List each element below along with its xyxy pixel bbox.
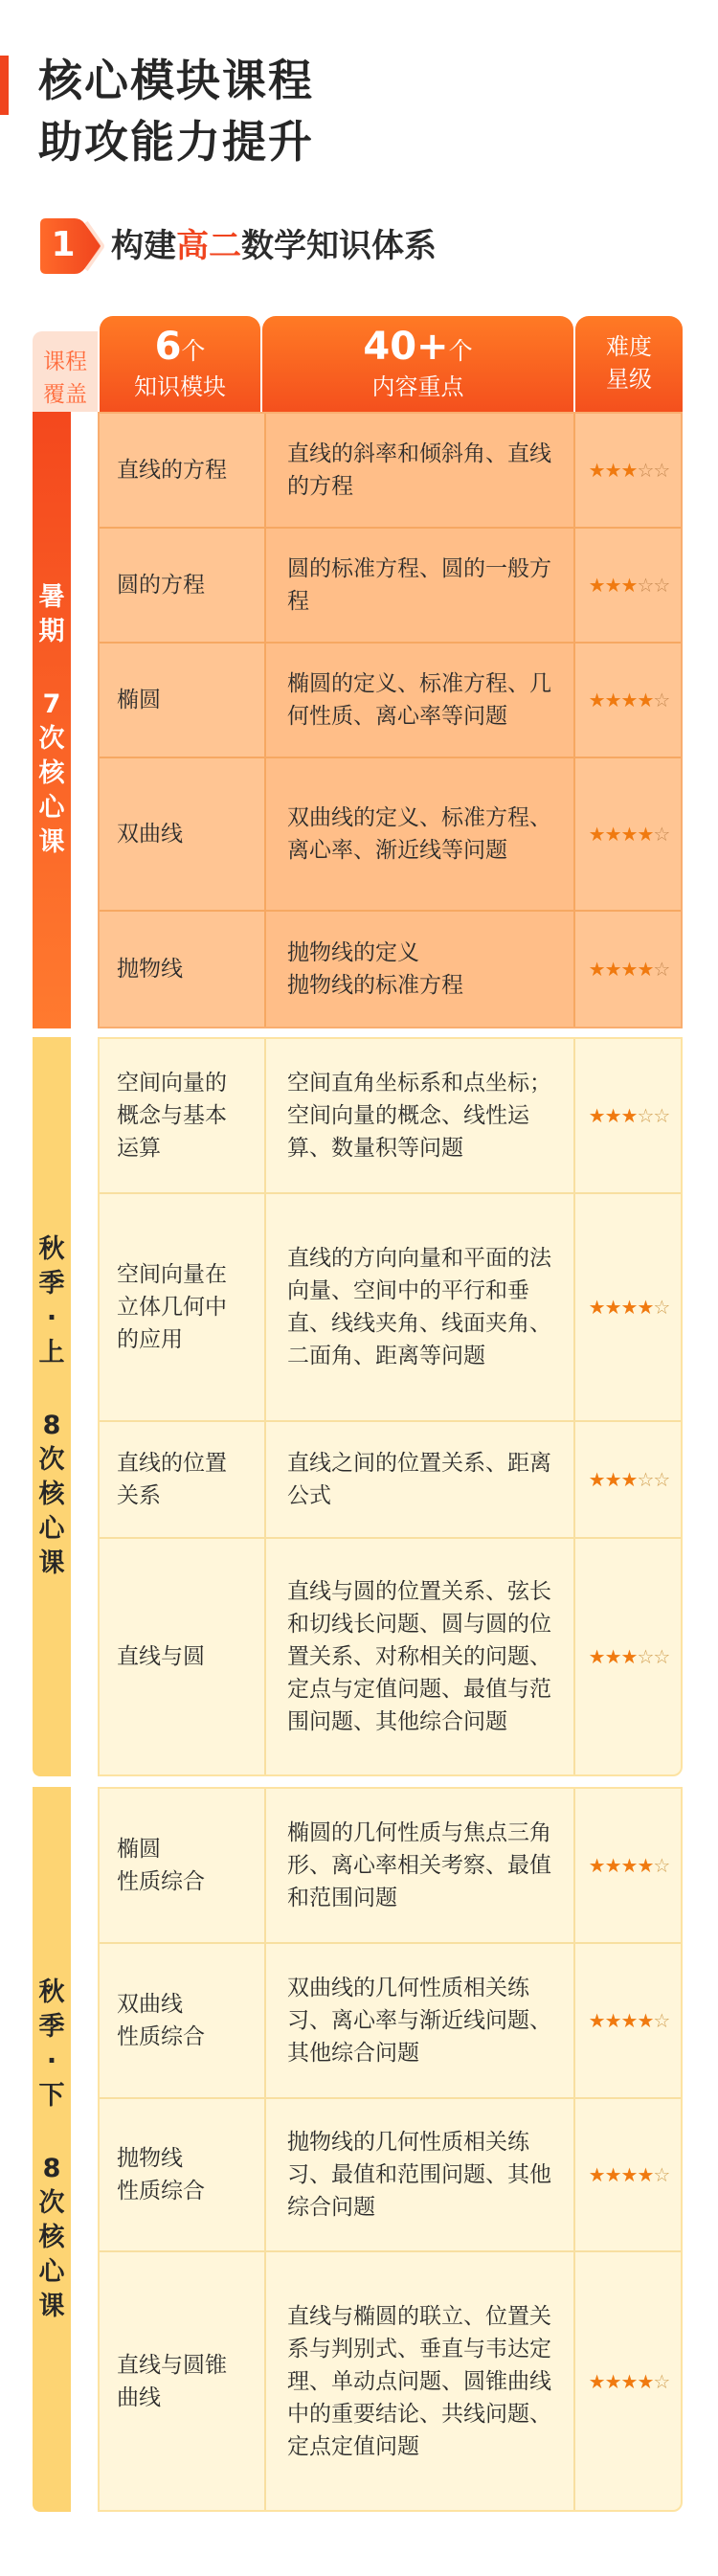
star-filled-icon: ★ (604, 1104, 621, 1127)
star-filled-icon: ★ (588, 689, 605, 712)
module-name (100, 414, 262, 527)
star-rating (589, 2004, 670, 2037)
module-name (100, 1422, 262, 1537)
key-points-text: 抛物线的定义 抛物线的标准方程 (287, 940, 463, 998)
key-points-text: 直线与椭圆的联立、位置关系与判别式、垂直与韦达定理、单动点问题、圆锥曲线中的重要结论、共线问题、定点定值问题 (287, 2303, 551, 2459)
points-count: 40+ (363, 325, 449, 369)
header-key-points (262, 316, 573, 412)
star-filled-icon: ★ (604, 1854, 621, 1877)
key-points-text: 直线之间的位置关系、距离公式 (287, 1451, 551, 1508)
star-filled-icon: ★ (620, 574, 638, 597)
module-name (100, 1539, 262, 1774)
star-rating (589, 684, 670, 716)
module-name-text: 椭圆 性质综合 (117, 1837, 205, 1894)
page-title (38, 50, 314, 172)
semester-count-char: 课 (38, 1548, 65, 1578)
star-filled-icon: ★ (637, 2369, 654, 2393)
star-filled-icon: ★ (620, 958, 638, 981)
header-knowledge-modules (100, 316, 260, 412)
table-row (100, 758, 681, 912)
star-filled-icon: ★ (588, 1104, 605, 1127)
star-filled-icon: ★ (620, 1645, 638, 1668)
module-name (100, 758, 262, 910)
key-points (264, 1422, 575, 1537)
star-rating (589, 818, 670, 850)
module-name (100, 1194, 262, 1420)
star-empty-icon: ☆ (637, 1645, 654, 1668)
key-points (264, 414, 575, 527)
points-unit: 个 (448, 337, 473, 365)
module-name-text: 椭圆 (117, 688, 161, 712)
key-points (264, 644, 575, 757)
semester-count-char: 7 (42, 689, 61, 719)
table-row (100, 1539, 681, 1774)
semester-count-char: 核 (38, 758, 65, 788)
step-number: 1 (51, 225, 76, 264)
step-text-suffix: 数学知识体系 (241, 227, 437, 265)
module-name-text: 抛物线 (117, 957, 183, 982)
star-empty-icon: ☆ (653, 1854, 670, 1877)
table-row (100, 1422, 681, 1539)
table-row (100, 1194, 681, 1422)
semester-table (98, 412, 683, 1028)
star-rating (589, 1849, 670, 1882)
difficulty-stars (575, 2099, 683, 2250)
title-line-2: 助攻能力提升 (38, 116, 314, 168)
star-rating (589, 1099, 670, 1132)
difficulty-stars (575, 1944, 683, 2097)
semester-table (98, 1037, 683, 1776)
star-filled-icon: ★ (588, 459, 605, 482)
star-filled-icon: ★ (620, 2009, 638, 2032)
module-name-text: 直线的位置关系 (117, 1451, 227, 1508)
key-points (264, 1194, 575, 1420)
coverage-line-2: 覆盖 (43, 382, 87, 407)
star-empty-icon: ☆ (637, 574, 654, 597)
difficulty-stars (575, 758, 683, 910)
star-filled-icon: ★ (604, 2163, 621, 2186)
star-filled-icon: ★ (588, 958, 605, 981)
difficulty-stars (575, 1039, 683, 1192)
module-name (100, 1789, 262, 1942)
star-filled-icon: ★ (588, 823, 605, 846)
semester-name-char: · (46, 1303, 57, 1333)
star-filled-icon: ★ (588, 2163, 605, 2186)
semester-count-char: 心 (38, 793, 65, 823)
module-name-text: 圆的方程 (117, 573, 205, 598)
star-rating (589, 1291, 670, 1323)
step-text-highlight: 高二 (176, 227, 241, 265)
module-name (100, 2252, 262, 2510)
star-empty-icon: ☆ (653, 2009, 670, 2032)
star-filled-icon: ★ (620, 823, 638, 846)
star-filled-icon: ★ (604, 1468, 621, 1491)
semester-label (33, 1037, 71, 1776)
star-empty-icon: ☆ (653, 574, 670, 597)
difficulty-stars (575, 529, 683, 642)
module-name-text: 空间向量的概念与基本运算 (117, 1071, 227, 1161)
star-filled-icon: ★ (620, 1104, 638, 1127)
star-filled-icon: ★ (620, 2163, 638, 2186)
star-filled-icon: ★ (637, 2009, 654, 2032)
key-points-text: 双曲线的几何性质相关练习、离心率与渐近线问题、其他综合问题 (287, 1976, 551, 2066)
star-filled-icon: ★ (620, 689, 638, 712)
key-points-text: 椭圆的定义、标准方程、几何性质、离心率等问题 (287, 671, 551, 729)
semester-count-char: 课 (38, 2291, 65, 2321)
star-empty-icon: ☆ (637, 1468, 654, 1491)
semester-name-char: 秋 (38, 1977, 65, 2007)
modules-unit: 个 (181, 337, 206, 365)
star-filled-icon: ★ (604, 459, 621, 482)
semester-name-char: 秋 (38, 1234, 65, 1264)
module-name (100, 1039, 262, 1192)
star-empty-icon: ☆ (637, 1104, 654, 1127)
modules-count: 6 (154, 325, 182, 369)
key-points-text: 圆的标准方程、圆的一般方程 (287, 556, 551, 614)
star-filled-icon: ★ (588, 1468, 605, 1491)
key-points-text: 直线与圆的位置关系、弦长和切线长问题、圆与圆的位置关系、对称相关的问题、定点与定值问题、最值与范围问题、其他综合问题 (287, 1579, 551, 1734)
star-filled-icon: ★ (604, 823, 621, 846)
key-points (264, 2099, 575, 2250)
table-row (100, 1039, 681, 1194)
semester-count-char: 心 (38, 2256, 65, 2287)
header-course-coverage (33, 331, 98, 412)
semester-name-char: 上 (38, 1338, 65, 1367)
star-rating (589, 454, 670, 486)
semester-name-char: 季 (38, 1269, 65, 1299)
module-name (100, 644, 262, 757)
semester-count-char: 8 (42, 2153, 61, 2183)
module-name (100, 912, 262, 1027)
module-name-text: 双曲线 性质综合 (117, 1992, 205, 2049)
key-points (264, 1944, 575, 2097)
table-row (100, 2099, 681, 2252)
key-points-text: 椭圆的几何性质与焦点三角形、离心率相关考察、最值和范围问题 (287, 1820, 551, 1910)
semester-label (33, 412, 71, 1028)
star-filled-icon: ★ (620, 1854, 638, 1877)
key-points-text: 双曲线的定义、标准方程、离心率、渐近线等问题 (287, 805, 551, 863)
key-points (264, 758, 575, 910)
star-filled-icon: ★ (604, 574, 621, 597)
star-filled-icon: ★ (588, 2009, 605, 2032)
star-empty-icon: ☆ (653, 958, 670, 981)
module-name (100, 1944, 262, 2097)
title-accent-bar (0, 56, 9, 115)
star-filled-icon: ★ (604, 689, 621, 712)
table-row (100, 414, 681, 529)
key-points-text: 抛物线的几何性质相关练习、最值和范围问题、其他综合问题 (287, 2130, 551, 2220)
star-empty-icon: ☆ (653, 2163, 670, 2186)
coverage-line-1: 课程 (43, 350, 87, 374)
star-empty-icon: ☆ (653, 689, 670, 712)
semester-name-char: 下 (38, 2080, 65, 2111)
semester-count-char: 核 (38, 2222, 65, 2252)
semester-name-char: 期 (38, 617, 65, 646)
star-empty-icon: ☆ (653, 1104, 670, 1127)
star-empty-icon: ☆ (653, 459, 670, 482)
star-filled-icon: ★ (637, 1296, 654, 1319)
star-empty-icon: ☆ (653, 2369, 670, 2393)
table-row (100, 529, 681, 644)
module-name (100, 529, 262, 642)
key-points-text: 直线的斜率和倾斜角、直线的方程 (287, 441, 551, 499)
star-filled-icon: ★ (604, 2369, 621, 2393)
semester-count-char: 8 (42, 1411, 61, 1440)
difficulty-stars (575, 644, 683, 757)
semester-count-char: 心 (38, 1514, 65, 1544)
star-filled-icon: ★ (620, 1468, 638, 1491)
key-points (264, 1539, 575, 1774)
module-name-text: 直线与圆 (117, 1644, 205, 1669)
difficulty-stars (575, 1539, 683, 1774)
table-row (100, 912, 681, 1027)
table-row (100, 1789, 681, 1944)
header-difficulty-level (575, 316, 683, 412)
semester-label (33, 1787, 71, 2512)
star-empty-icon: ☆ (637, 459, 654, 482)
star-filled-icon: ★ (588, 1645, 605, 1668)
table-row (100, 1944, 681, 2099)
star-filled-icon: ★ (620, 1296, 638, 1319)
semester-count-char: 次 (38, 2187, 65, 2218)
module-name-text: 空间向量在立体几何中的应用 (117, 1262, 227, 1352)
star-filled-icon: ★ (620, 459, 638, 482)
difficulty-stars (575, 912, 683, 1027)
star-filled-icon: ★ (588, 1854, 605, 1877)
key-points (264, 1789, 575, 1942)
star-rating (589, 1463, 670, 1496)
difficulty-stars (575, 414, 683, 527)
star-rating (589, 2365, 670, 2398)
semester-name-char: 暑 (38, 582, 65, 612)
key-points-text: 空间直角坐标系和点坐标；空间向量的概念、线性运算、数量积等问题 (287, 1071, 551, 1161)
modules-label: 知识模块 (134, 373, 226, 400)
level-label-1: 难度 (606, 333, 652, 360)
semester-name-char: · (46, 2045, 57, 2076)
module-name (100, 2099, 262, 2250)
semester-table (98, 1787, 683, 2512)
star-filled-icon: ★ (637, 823, 654, 846)
semester-name-char: 季 (38, 2011, 65, 2042)
semester-count-char: 核 (38, 1480, 65, 1509)
semester-count-char: 次 (38, 1445, 65, 1475)
star-filled-icon: ★ (637, 958, 654, 981)
star-rating (589, 1640, 670, 1673)
key-points (264, 1039, 575, 1192)
star-filled-icon: ★ (637, 1854, 654, 1877)
star-filled-icon: ★ (637, 689, 654, 712)
difficulty-stars (575, 2252, 683, 2510)
star-filled-icon: ★ (588, 2369, 605, 2393)
star-rating (589, 953, 670, 985)
star-empty-icon: ☆ (653, 823, 670, 846)
star-filled-icon: ★ (588, 574, 605, 597)
points-label: 内容重点 (371, 373, 464, 400)
star-rating (589, 2158, 670, 2191)
difficulty-stars (575, 1789, 683, 1942)
level-label-2: 星级 (606, 366, 652, 393)
star-rating (589, 569, 670, 601)
semester-count-char: 课 (38, 827, 65, 857)
table-row (100, 2252, 681, 2510)
star-filled-icon: ★ (620, 2369, 638, 2393)
star-filled-icon: ★ (637, 2163, 654, 2186)
star-empty-icon: ☆ (653, 1645, 670, 1668)
star-empty-icon: ☆ (653, 1296, 670, 1319)
key-points (264, 529, 575, 642)
key-points (264, 2252, 575, 2510)
title-line-1: 核心模块课程 (38, 55, 314, 106)
table-row (100, 644, 681, 758)
star-filled-icon: ★ (604, 958, 621, 981)
key-points-text: 直线的方向向量和平面的法向量、空间中的平行和垂直、线线夹角、线面夹角、二面角、距离等问题 (287, 1246, 551, 1368)
difficulty-stars (575, 1194, 683, 1420)
key-points (264, 912, 575, 1027)
step-text-prefix: 构建 (111, 227, 176, 265)
module-name-text: 直线与圆锥曲线 (117, 2352, 227, 2410)
star-filled-icon: ★ (604, 1645, 621, 1668)
difficulty-stars (575, 1422, 683, 1537)
module-name-text: 抛物线 性质综合 (117, 2146, 205, 2203)
star-filled-icon: ★ (604, 2009, 621, 2032)
semester-count-char: 次 (38, 724, 65, 754)
module-name-text: 直线的方程 (117, 458, 227, 483)
module-name-text: 双曲线 (117, 822, 183, 847)
step-title (111, 222, 437, 270)
star-filled-icon: ★ (604, 1296, 621, 1319)
star-empty-icon: ☆ (653, 1468, 670, 1491)
star-filled-icon: ★ (588, 1296, 605, 1319)
